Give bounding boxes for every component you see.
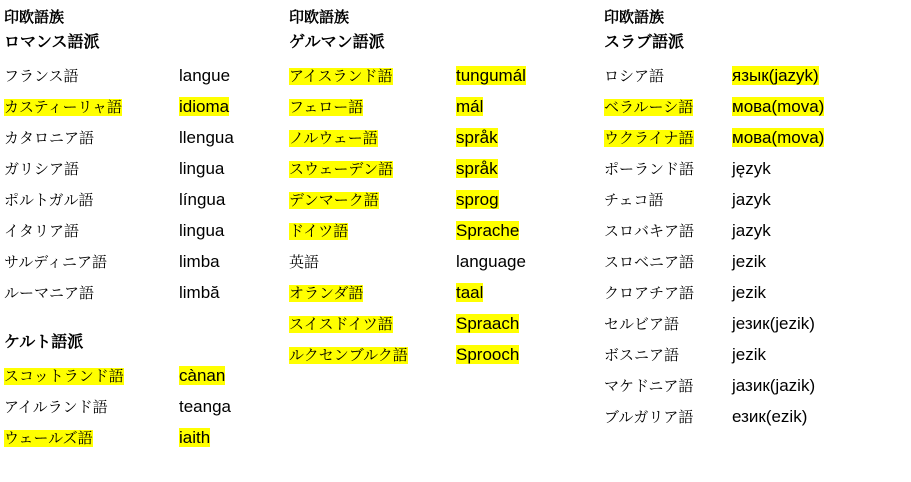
language-branch-title: ロマンス語派 [4, 34, 100, 51]
word-cell [456, 153, 498, 185]
word-for-language: language [456, 252, 526, 271]
word-for-language: jezik [732, 283, 767, 302]
word-cell [732, 277, 766, 309]
word-for-language: språk [456, 128, 498, 147]
language-name: スイスドイツ語 [289, 316, 393, 333]
language-name-cell [604, 216, 732, 247]
word-for-language: Spraach [456, 314, 520, 333]
language-row [604, 60, 904, 91]
language-name: クロアチア語 [604, 285, 695, 302]
language-name-cell [289, 92, 456, 123]
language-row [604, 246, 904, 277]
word-for-language: jazyk [732, 190, 771, 209]
language-name-cell [289, 216, 456, 247]
word-cell [179, 122, 234, 154]
language-family-title: 印欧語族 [604, 9, 665, 26]
word-for-language: јазик(jazik) [732, 376, 816, 395]
language-name: オランダ語 [289, 285, 364, 302]
language-row [289, 122, 604, 153]
language-name: スロバキア語 [604, 223, 695, 240]
language-name: セルビア語 [604, 316, 680, 333]
language-row [289, 308, 604, 339]
language-name-cell [289, 247, 456, 278]
language-name: ボスニア語 [604, 347, 680, 364]
word-cell [179, 153, 224, 185]
word-for-language: språk [456, 159, 498, 178]
language-name-cell [289, 185, 456, 216]
word-for-language: Sprooch [456, 345, 520, 364]
language-name: ベラルーシ語 [604, 99, 694, 116]
word-for-language: taal [456, 283, 484, 302]
language-name: アイスランド語 [289, 68, 393, 85]
language-row [604, 277, 904, 308]
language-name: フランス語 [4, 68, 79, 85]
language-name-cell [604, 154, 732, 185]
language-row [604, 215, 904, 246]
language-name: ガリシア語 [4, 161, 80, 178]
language-name: スロベニア語 [604, 254, 695, 271]
word-for-language: jezik [732, 252, 767, 271]
word-cell [732, 339, 766, 371]
language-name-cell [289, 309, 456, 340]
word-cell [732, 370, 815, 402]
language-name: フェロー語 [289, 99, 364, 116]
word-cell [456, 339, 519, 371]
word-cell [732, 308, 815, 340]
language-row [4, 122, 289, 153]
word-for-language: teanga [179, 397, 231, 416]
word-for-language: limba [179, 252, 220, 271]
language-name-cell [604, 185, 732, 216]
word-for-language: język [732, 159, 771, 178]
language-name: カスティーリャ語 [4, 99, 123, 116]
word-cell [179, 277, 220, 309]
word-cell [732, 215, 771, 247]
word-cell [456, 277, 483, 309]
word-cell [456, 60, 526, 92]
language-row [289, 91, 604, 122]
language-branch-title: ケルト語派 [4, 334, 84, 351]
language-name-cell [604, 247, 732, 278]
language-name: ウェールズ語 [4, 430, 93, 447]
language-row [4, 215, 289, 246]
language-name-cell [4, 185, 179, 216]
language-name: スウェーデン語 [289, 161, 394, 178]
word-cell [732, 246, 766, 278]
word-cell [456, 184, 499, 216]
word-cell [456, 215, 519, 247]
word-cell [179, 60, 230, 92]
word-for-language: sprog [456, 190, 499, 209]
word-cell [179, 391, 231, 423]
language-row [604, 401, 904, 432]
language-name-cell [4, 61, 179, 92]
word-for-language: език(ezik) [732, 407, 808, 426]
language-name: スコットランド語 [4, 368, 124, 385]
language-row [4, 246, 289, 277]
language-name: サルディニア語 [4, 254, 108, 271]
language-row [4, 184, 289, 215]
word-cell [732, 122, 824, 154]
word-for-language: tungumál [456, 66, 526, 85]
language-row [604, 122, 904, 153]
language-name-cell [4, 154, 179, 185]
language-row [289, 246, 604, 277]
word-for-language: lingua [179, 159, 225, 178]
language-name-cell [4, 216, 179, 247]
language-name: ブルガリア語 [604, 409, 694, 426]
language-row [604, 339, 904, 370]
word-for-language: cànan [179, 366, 226, 385]
word-for-language: Sprache [456, 221, 520, 240]
word-for-language: llengua [179, 128, 234, 147]
language-row-group [604, 60, 904, 432]
language-name: デンマーク語 [289, 192, 379, 209]
word-for-language: langue [179, 66, 231, 85]
language-name: 英語 [289, 254, 320, 271]
word-for-language: jazyk [732, 221, 771, 240]
word-for-language: mál [456, 97, 484, 116]
language-name-cell [4, 247, 179, 278]
language-row [4, 360, 289, 391]
language-row [4, 277, 289, 308]
word-for-language: língua [179, 190, 226, 209]
language-name-cell [4, 92, 179, 123]
word-for-language: мова(mova) [732, 128, 825, 147]
language-name: ノルウェー語 [289, 130, 378, 147]
word-cell [732, 184, 771, 216]
language-row [604, 370, 904, 401]
word-for-language: jezik [732, 345, 767, 364]
language-name-cell [289, 61, 456, 92]
word-cell [456, 246, 526, 278]
language-row [289, 277, 604, 308]
language-name-cell [4, 423, 179, 454]
word-cell [179, 422, 210, 454]
language-column [289, 8, 604, 370]
word-cell [732, 153, 771, 185]
word-cell [732, 91, 824, 123]
word-for-language: iaith [179, 428, 211, 447]
language-row [4, 422, 289, 453]
language-row [604, 153, 904, 184]
language-name: イタリア語 [4, 223, 80, 240]
word-for-language: lingua [179, 221, 225, 240]
language-name: ロシア語 [604, 68, 665, 85]
language-name: チェコ語 [604, 192, 664, 209]
language-row [289, 60, 604, 91]
language-name-cell [289, 340, 456, 371]
word-cell [732, 60, 819, 92]
language-name: ルクセンブルク語 [289, 347, 408, 364]
language-branch-title: スラブ語派 [604, 34, 685, 51]
language-name: ウクライナ語 [604, 130, 694, 147]
language-name: ポーランド語 [604, 161, 695, 178]
word-cell [179, 215, 224, 247]
word-cell [179, 91, 229, 123]
word-cell [179, 360, 225, 392]
language-name-cell [604, 371, 732, 402]
word-cell [732, 401, 807, 433]
language-row [4, 391, 289, 422]
language-name-cell [604, 123, 732, 154]
language-column [604, 8, 904, 432]
word-for-language: језик(jezik) [732, 314, 815, 333]
language-row [4, 60, 289, 91]
word-cell [456, 91, 483, 123]
language-family-title: 印欧語族 [4, 9, 65, 26]
language-name-cell [4, 278, 179, 309]
language-row [289, 184, 604, 215]
language-row-group [289, 60, 604, 370]
language-name: アイルランド語 [4, 399, 108, 416]
language-name-cell [604, 309, 732, 340]
language-name-cell [289, 154, 456, 185]
language-column [0, 8, 289, 453]
word-cell [179, 184, 225, 216]
language-name-cell [289, 278, 456, 309]
language-name-cell [604, 278, 732, 309]
word-for-language: мова(mova) [732, 97, 825, 116]
word-for-language: limbă [179, 283, 220, 302]
language-row [289, 215, 604, 246]
language-row [4, 91, 289, 122]
language-name-cell [289, 123, 456, 154]
language-row [289, 153, 604, 184]
language-name: ドイツ語 [289, 223, 349, 240]
language-row [604, 91, 904, 122]
language-row [604, 184, 904, 215]
word-cell [456, 122, 498, 154]
language-name-cell [4, 392, 179, 423]
language-name: カタロニア語 [4, 130, 95, 147]
language-name-cell [4, 361, 179, 392]
language-name-cell [604, 340, 732, 371]
language-row [289, 339, 604, 370]
language-name: ポルトガル語 [4, 192, 94, 209]
language-family-title: 印欧語族 [289, 9, 350, 26]
language-row [604, 308, 904, 339]
language-row-group [4, 360, 289, 453]
word-for-language: язык(jazyk) [732, 66, 819, 85]
word-cell [456, 308, 519, 340]
language-name-cell [4, 123, 179, 154]
language-name: ルーマニア語 [4, 285, 95, 302]
language-name: マケドニア語 [604, 378, 694, 395]
language-name-cell [604, 402, 732, 433]
language-branch-title: ゲルマン語派 [289, 34, 385, 51]
language-row-group [4, 60, 289, 308]
language-name-cell [604, 92, 732, 123]
word-for-language: idioma [179, 97, 230, 116]
word-cell [179, 246, 220, 278]
language-name-cell [604, 61, 732, 92]
language-row [4, 153, 289, 184]
